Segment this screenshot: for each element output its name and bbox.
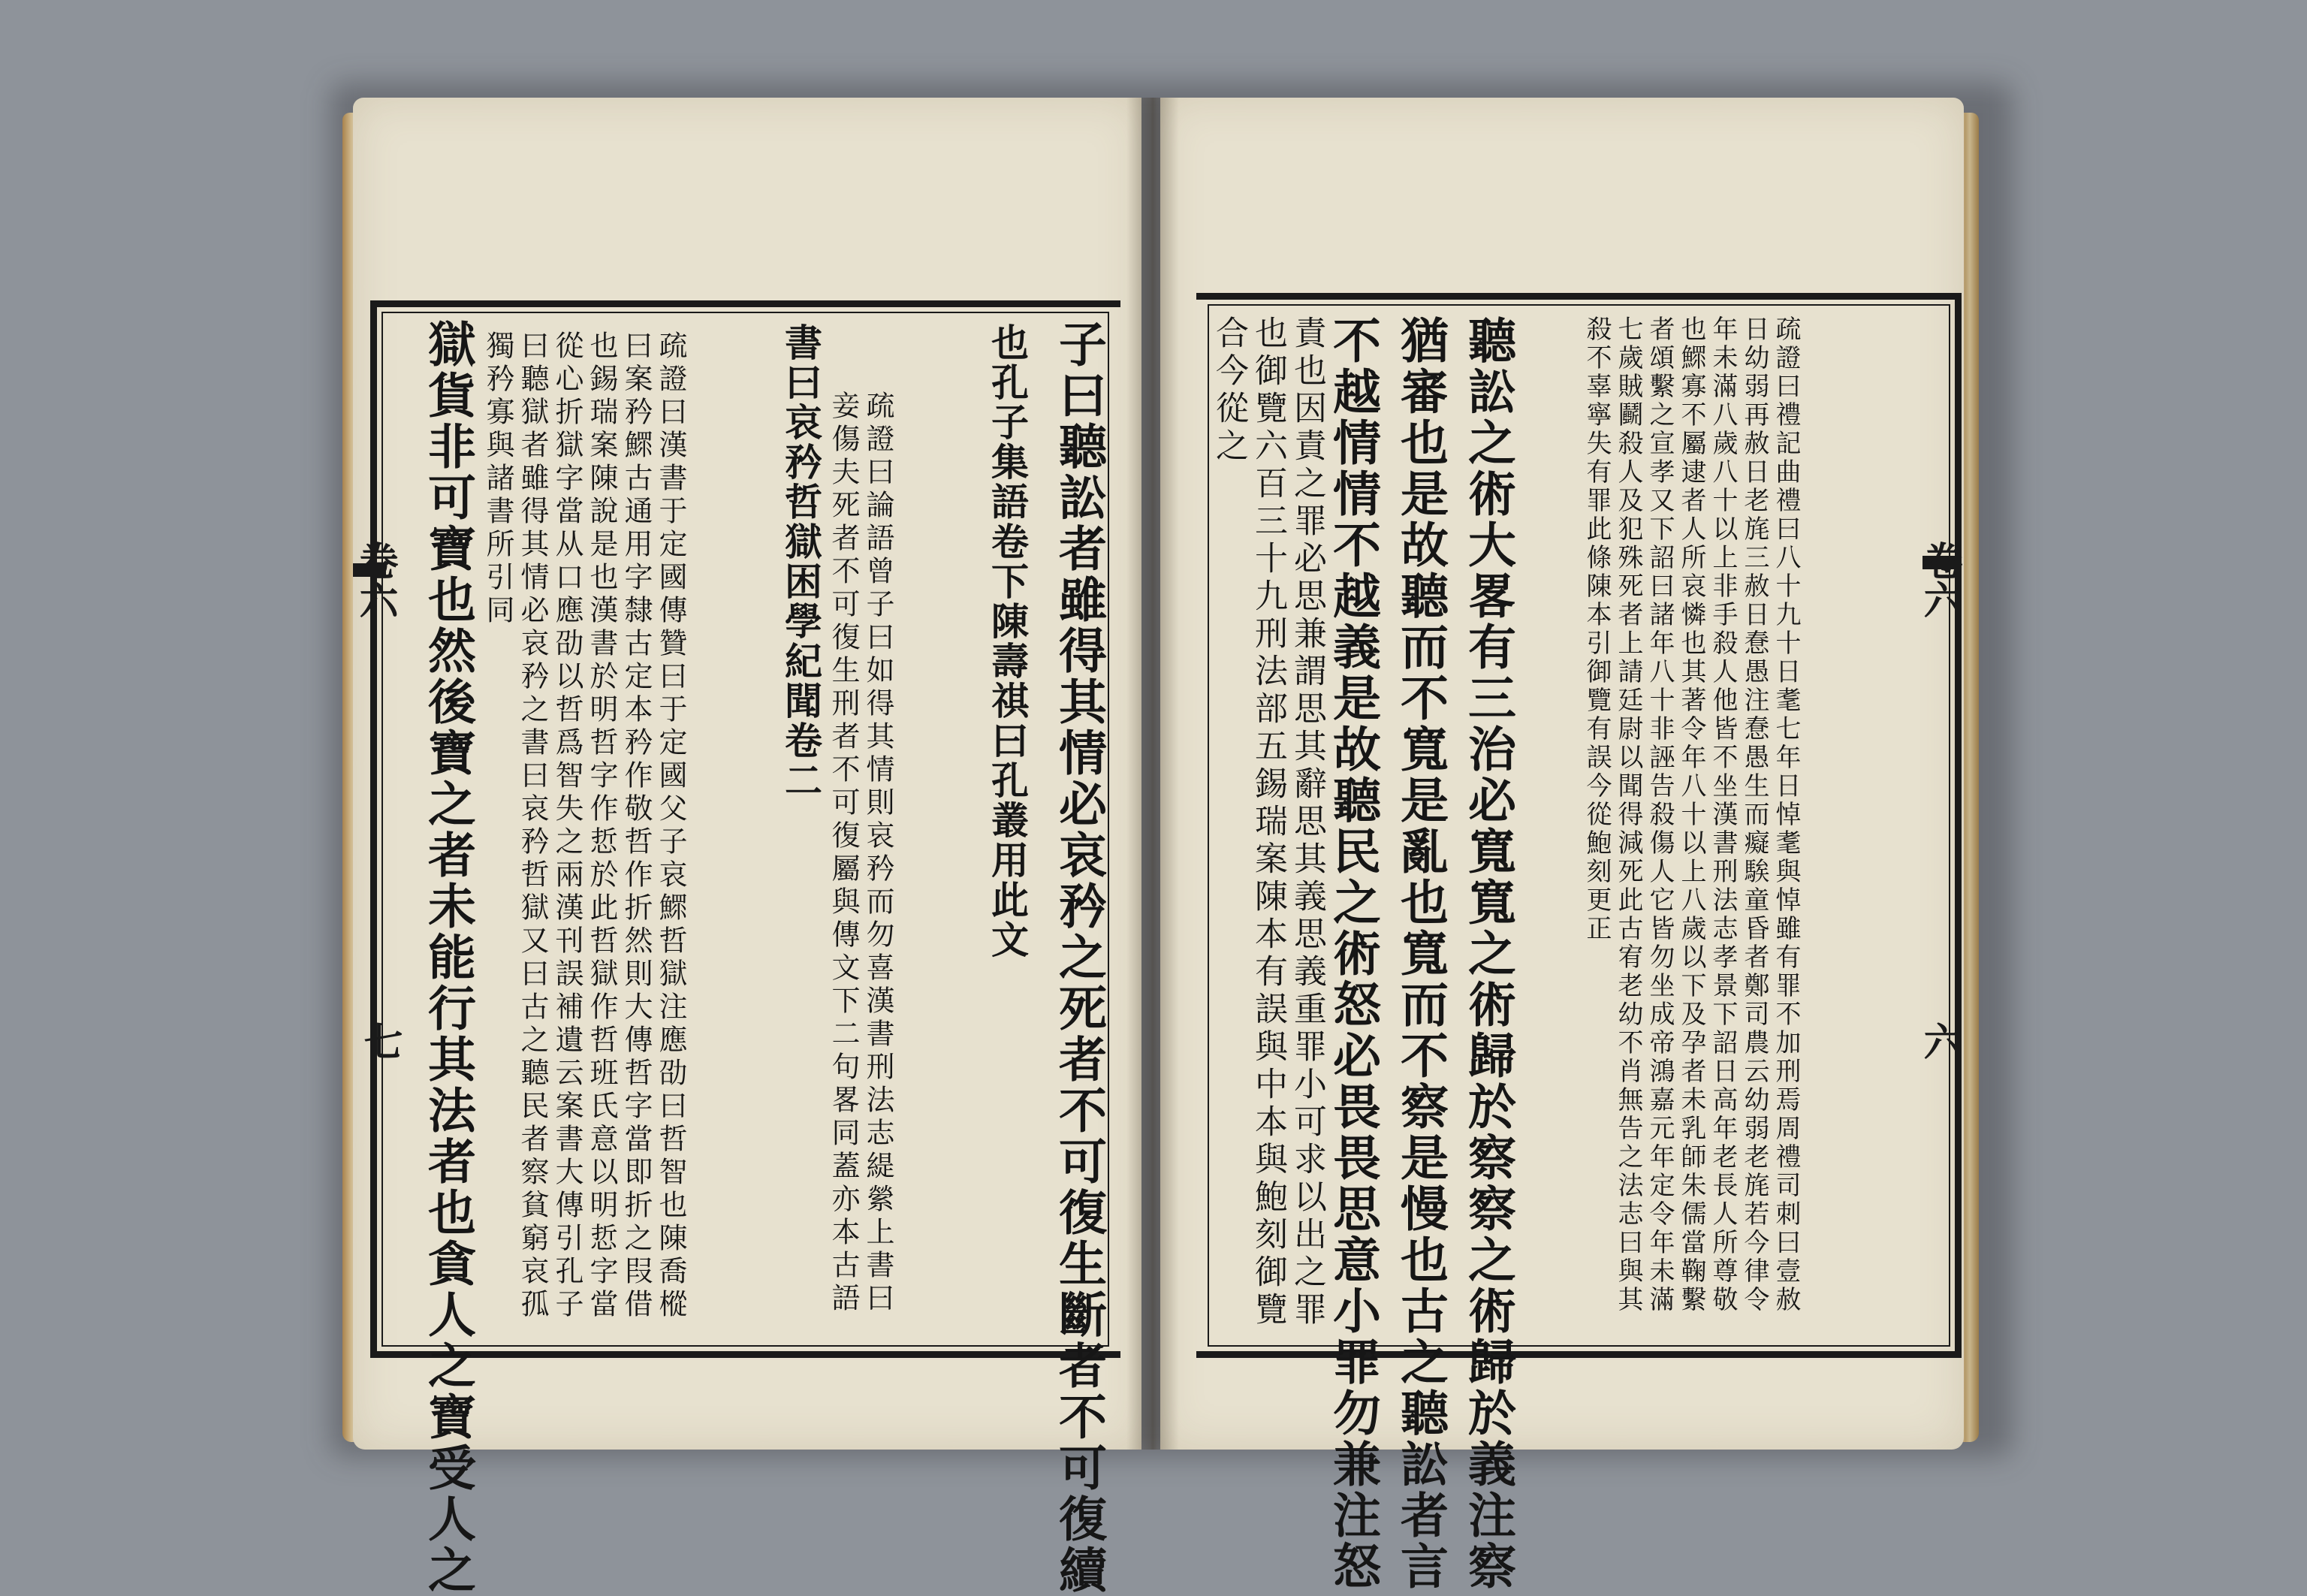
left-column-4: 書曰哀矜哲獄困學紀聞卷二: [779, 323, 823, 801]
left-margin-title: 卷六: [352, 541, 398, 619]
left-column-2: 也孔子集語卷下陳壽祺曰孔叢用此文: [985, 323, 1030, 960]
left-column-6: 獄貨非可寶也然後寶之者未能行其法者也貪人之寶受人之: [420, 319, 476, 1596]
right-column-5: 責也因責之罪必思兼謂思其辭思其義思義重罪小可求以出之罪也御覽六百三十九刑法部五錫瑞案陳本有誤與中本與鮑刻御覽合今從之: [1210, 315, 1326, 1329]
right-column-4: 不越情情不越義是故聽民之術怒必畏畏思意小罪勿兼注怒: [1325, 315, 1381, 1592]
left-margin-page-number: 七: [357, 1021, 403, 1060]
right-column-1-annotation: 疏證曰禮記曲禮曰八十九十日耄七年日悼耄與悼雖有罪不加刑焉周禮司刺曰壹赦日幼弱再赦日老旄三赦日惷愚注惷愚生而癡騃童昏者鄭司農云幼弱老旄若今律令年未滿八歲八十以上非手殺人他皆不坐漢書刑法志孝景下詔日高年老長人所尊敬也鰥寡不屬逮者人所哀憐也其著令年八十以上八歲以下及孕者未乳師朱儒當鞠繫者頌繫之宣孝又下詔曰諸年八十非誣告殺傷人它皆勿坐成帝鴻嘉元年定令年未滿七歲賊鬬殺人及犯殊死者上請廷尉以聞得減死此古宥老幼不肖無告之法志曰與其殺不辜寧失有罪此條陳本引御覽有誤今從鮑刻更正: [1582, 315, 1801, 1314]
right-column-3: 猶審也是故聽而不寬是亂也寬而不察是慢也古之聽訟者言: [1392, 315, 1449, 1592]
left-column-3-annotation: 疏證曰論語曾子曰如得其情則哀矜而勿喜漢書刑法志緹縈上書曰妾傷夫死者不可復生刑者不可復屬與傳文下二句畧同蓋亦本古語: [827, 391, 894, 1316]
right-column-2: 聽訟之術大畧有三治必寬寬之術歸於察察之術歸於義注察: [1460, 315, 1516, 1592]
book-gutter: [1126, 98, 1179, 1450]
right-margin-title: 卷六: [1916, 541, 1962, 619]
right-margin-page-number: 六: [1916, 1021, 1962, 1060]
left-column-5-annotation: 疏證曰漢書于定國傳贊曰于定國父子哀鰥哲獄注應劭曰哲智也陳喬樅曰案矜鰥古通用字隸古定本矜作敬哲作折然則大傳哲字當即折之叚借也錫瑞案陳說是也漢書於明哲字作悊於此哲獄作哲班氏意以明悊字當從心折獄字當从口應劭以哲爲智失之兩漢刊誤補遺云案書大傳引孔子曰聽獄者雖得其情必哀矜之書曰哀矜哲獄又曰古之聽民者察貧窮哀孤獨矜寡與諸書所引同: [481, 330, 687, 1322]
left-column-1: 子曰聽訟者雖得其情必哀矜之死者不可復生斷者不可復續: [1051, 319, 1107, 1596]
